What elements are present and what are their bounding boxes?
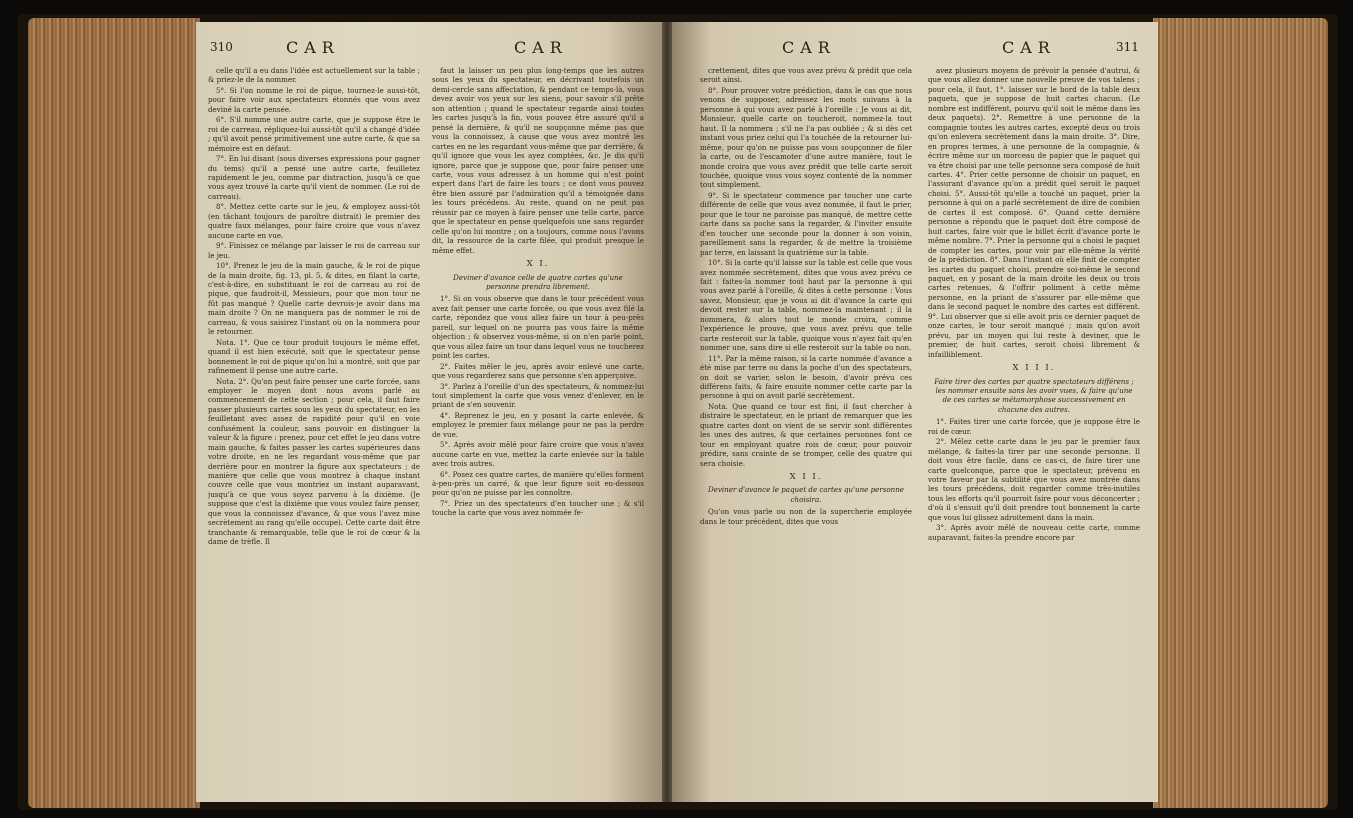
- running-head-right-2: CAR: [1002, 38, 1056, 57]
- paragraph: 6°. Posez ces quatre cartes, de manière qu'elles forment à-peu-près un carré, & que leur figure soit en-dessous pour qu'on ne puisse par les connoître.: [432, 469, 644, 498]
- paragraph: 2°. Faites mêler le jeu, après avoir enlevé une carte, que vous regarderez sans que personne s'en apperçoive.: [432, 361, 644, 381]
- paragraph: 6°. S'il nomme une autre carte, que je suppose être le roi de carreau, répliquez-lui aussi-tôt qu'il a changé d'idée ; qu'il avoit pensé primitivement une autre carte, & que sa mémoire est en défaut.: [208, 115, 420, 153]
- section-subtitle-xii: Deviner d'avance le paquet de cartes qu'une personne choisira.: [708, 485, 904, 504]
- paragraph: Nota. 2°. Qu'on peut faire penser une carte forcée, sans employer le moyen dont nous avons parlé au commencement de cette section ; pour cela, il faut faire passer plusieurs cartes sous les yeux du spectateur, en les feuilletant avec assez de rapidité pour qu'il en voie confusément la couleur, sans pouvoir en distinguer la valeur & la figure : prenez, pour cet effet le jeu dans votre main gauche, & faites passer les cartes supérieures dans votre droite, en ne les regardant vous-même que par derrière pour en montrer la figure aux spectateurs ; de manière que celle que vous montrez à chaque instant couvre celle que vous montriez un instant auparavant, jusqu'à ce que vous soyez parvenu à la dixième. (Je suppose que c'est la dixième que vous voulez faire penser, que vous la connoissez d'avance, & que vous l'avez mise secrètement au rang qu'elle occupe). Cette carte doit être tranchante & remarquable, telle que le roi de cœur & la dame de trèfle. Il: [208, 376, 420, 547]
- section-heading-xi: X I.: [526, 259, 550, 270]
- paragraph: 5°. Après avoir mêlé pour faire croire que vous n'avez aucune carte en vue, mettez la carte enlevée sur la table avec trois autres.: [432, 440, 644, 469]
- paragraph: 2°. Mêlez cette carte dans le jeu par le premier faux mélange, & faites-la tirer par une seconde personne. Il doit vous être facile, dans ce cas-ci, de faire tirer une carte quelconque, parce que le spectateur, prévenu en votre faveur par la subtilité que vous avez montrée dans les tours précédens, doit regarder comme très-inutiles tous les efforts qu'il pourroit faire pour vous déconcerter ; d'où il s'ensuit qu'il doit prendre tout bonnement la carte que vous lui glissez adroitement dans la main.: [928, 437, 1140, 522]
- paragraph: 10°. Prenez le jeu de la main gauche, & le roi de pique de la main droite, fig. 13, pl. 5, & dites, en filant la carte, c'est-à-dire, en substituant le roi de carreau au roi de pique, que faudroit-il, Messieurs, pour que mon tour ne fût pas manqué ? Quelle carte devrois-je avoir dans ma main droite ? On ne manquera pas de nommer le roi de carreau, & vous saisirez l'instant où on la nommera pour le retourner.: [208, 261, 420, 337]
- paragraph: celle qu'il a eu dans l'idée est actuellement sur la table ; & priez-le de la nommer.: [208, 66, 420, 85]
- paragraph: 9°. Finissez ce mélange par laisser le roi de carreau sur le jeu.: [208, 241, 420, 260]
- right-page: [672, 22, 1158, 802]
- page-edges-right: [1153, 18, 1328, 808]
- section-heading-xii: X I I.: [789, 472, 823, 483]
- paragraph: 1°. Si on vous observe que dans le tour précédent vous avez fait penser une carte forcée, ou que vous avez filé la carte, répondez que vous allez faire un tour à peu-près pareil, sur lequel on ne pourra pas vous faire la même objection ; & observez vous-même, si on n'en parle point, que vous allez faire un tour dans lequel vous ne toucherez point les cartes.: [432, 294, 644, 361]
- paragraph: 7°. En lui disant (sous diverses expressions pour gagner du tems) qu'il a pensé une autre carte, feuilletez rapidement le jeu, comme par distraction, jusqu'à ce que vous ayez trouvé la carte qu'il vient de nommer. (Le roi de carreau).: [208, 154, 420, 201]
- paragraph: 10°. Si la carte qu'il laisse sur la table est celle que vous avez nommée secrètement, dites que vous avez prévu ce fait : faites-la nommer tout haut par la personne à qui vous avez parlé à l'oreille, & dites à cette personne : Vous savez, Monsieur, que je vous ai dit d'avance la carte qui devoit rester sur la table, nommez-la maintenant ; il la nommera, & alors tout le monde croira, comme l'expérience le prouve, que vous avez prévu que telle carte resteroit sur la table, quoique vous n'ayez fait qu'en nommer une, sans dire si elle resteroit sur la table ou non.: [700, 258, 912, 353]
- running-head-left-1: CAR: [286, 38, 340, 57]
- paragraph: 1°. Faites tirer une carte forcée, que je suppose être le roi de cœur.: [928, 417, 1140, 436]
- paragraph: 8°. Mettez cette carte sur le jeu, & employez aussi-tôt (en tâchant toujours de paroître distrait) le premier des quatre faux mélanges, pour faire croire que vous n'avez aucune carte en vue.: [208, 202, 420, 240]
- paragraph: Nota. Que quand ce tour est fini, il faut chercher à distraire le spectateur, en le priant de remarquer que les quatre cartes dont on vient de se servir sont différentes les unes des autres, & que certaines personnes font ce tour en employant quatre rois de cœur, pour pouvoir prédire, sans crainte de se tromper, celle des quatre qui sera choisie.: [700, 401, 912, 468]
- section-subtitle-xiii: Faire tirer des cartes par quatre spectateurs différens ; les nommer ensuite sans les avoir vues, & faire qu'une de ces cartes se métamorphose successivement en chacune des autres.: [934, 376, 1134, 414]
- section-subtitle-xi: Deviner d'avance celle de quatre cartes qu'une personne prendra librement.: [453, 272, 623, 291]
- paragraph: Nota. 1°. Que ce tour produit toujours le même effet, quand il est bien exécuté, soit que le spectateur pense bonnement le roi de pique qu'on lui a montré, soit que par rafinement il pense une autre carte.: [208, 337, 420, 376]
- paragraph: avez plusieurs moyens de prévoir la pensée d'autrui, & que vous allez donner une nouvelle preuve de vos talens ; pour cela, il faut, 1°. laisser sur le bord de la table deux paquets, que je suppose de huit cartes chacun. (Le nombre est indifférent, pourvu qu'il soit le même dans les deux paquets). 2°. Remettre à une personne de la compagnie toutes les autres cartes, excepté deux ou trois qu'on enlevera secrètement dans la main droite. 3°. Dire, en propres termes, à une personne de la compagnie, & écrire même sur un morceau de papier que le paquet qui va être choisi par une telle personne sera composé de huit cartes. 4°. Prier cette personne de choisir un paquet, en l'assurant d'avance qu'on a prédit quel seroit le paquet choisi. 5°. Aussi-tôt qu'elle a touché un paquet, prier la personne à qui on a parlé secrètement de dire de combien de cartes il est composé. 6°. Quand cette dernière personne a répondu que le paquet doit être composé de huit cartes, faire voir que le billet écrit d'avance porte le même nombre. 7°. Prier la personne qui a choisi le paquet de compter les cartes, pour voir par elle-même la vérité de la prédiction. 8°. Dans l'instant où elle finit de compter les cartes du paquet choisi, prendre soi-même le second paquet, en y posant de la main droite les deux ou trois cartes retenues, & l'offrir poliment à cette même personne, en la priant de s'assurer par elle-même que dans le second paquet le nombre des cartes est différent. 9°. Lui observer que si elle avoit pris ce dernier paquet de onze cartes, le tour seroit manqué ; mais qu'on avoit prévu, par un moyen qui lui reste à deviner, que le premier, de huit cartes, seroit choisi librement & infailliblement.: [928, 66, 1140, 359]
- running-head-left-2: CAR: [514, 38, 568, 57]
- paragraph: Qu'on vous parle ou non de la supercherie employée dans le tour précédent, dites que vous: [700, 507, 912, 526]
- paragraph: 11°. Par la même raison, si la carte nommée d'avance a été mise par terre ou dans la poche d'un des spectateurs, on doit se varier, selon le besoin, d'avoir prévu ces différens faits, & faire ensuite nommer cette carte par la personne à qui on avoit parlé secrètement.: [700, 353, 912, 401]
- page-number-right: 311: [1116, 40, 1139, 54]
- paragraph: crettement, dites que vous avez prévu & prédit que cela seroit ainsi.: [700, 66, 912, 85]
- paragraph: 3°. Après avoir mêlé de nouveau cette carte, comme auparavant, faites-la prendre encore par: [928, 523, 1140, 542]
- page-edges-left: [28, 18, 200, 808]
- left-page: [196, 22, 662, 802]
- left-column-2: [432, 66, 644, 786]
- paragraph: 7°. Priez un des spectateurs d'en toucher une ; & s'il touche la carte que vous avez nommée fe-: [432, 498, 644, 518]
- right-column-1: [700, 66, 912, 786]
- left-column-1: [208, 66, 420, 786]
- paragraph: 5°. Si l'on nomme le roi de pique, tournez-le aussi-tôt, pour faire voir aux spectateurs étonnés que vous avez deviné la carte pensée.: [208, 85, 420, 114]
- paragraph: 8°. Pour prouver votre prédiction, dans le cas que nous venons de supposer, adressez les mots suivans à la personne à qui vous avez parlé à l'oreille : Je vous ai dit, Monsieur, quelle carte on toucheroit, nommez-la tout haut. Il la nommera ; s'il ne l'a pas oubliée ; & si dès cet instant vous priez celui qui l'a touchée de la retourner lui-même, pour qu'on ne puisse pas vous soupçonner de filer la carte, ou de l'escamoter d'une autre manière, tout le monde croira que vous avez prédit que telle carte seroit touchée, quoique vous vous soyez contenté de la nommer tout simplement.: [700, 85, 912, 190]
- page-number-left: 310: [210, 40, 233, 54]
- paragraph: 9°. Si le spectateur commence par toucher une carte différente de celle que vous avez nommée, il faut le prier, pour que le tour ne paroisse pas manqué, de mettre cette carte dans sa poche sans la regarder, & l'inviter ensuite d'en toucher une seconde pour la donner à son voisin, pareillement sans la regarder, & de mettre la troisième par terre, en laissant la quatrième sur la table.: [700, 190, 912, 257]
- section-heading-xiii: X I I I.: [1012, 363, 1056, 374]
- paragraph: faut la laisser un peu plus long-temps que les autres sous les yeux du spectateur, en décrivant toutefois un demi-cercle sans affectation, & pendant ce temps-là, vous devez avoir vos yeux sur les siens, pour savoir s'il prête son attention ; quand le spectateur regarde ainsi toutes les cartes jusqu'à la fin, vous pouvez être assuré qu'il a pensé la dernière, & qu'il ne soupçonne même pas que vous la connoissez, à cause que vous avez montré les cartes en ne les regardant vous-même que par derrière, & qu'il ignore que vous les ayez comptées, &c. Je dis qu'il ignore, parce que je suppose que, pour faire penser une carte, vous vous adressez à un homme qui n'est point expert dans l'art de faire les tours ; ce dont vous pouvez être bien assuré par l'admiration qu'il a témoignée dans les tours précédens. Au reste, quand on ne peut pas réussir par ce moyen à faire penser une telle carte, parce que le spectateur en pense quelquefois une sans regarder celle qu'on lui montre ; on a toujours, comme nous l'avons dit, la ressource de la carte filée, qui produit presque le même effet.: [432, 66, 644, 255]
- right-column-2: [928, 66, 1140, 786]
- paragraph: 4°. Reprenez le jeu, en y posant la carte enlevée, & employez le premier faux mélange pour ne pas la perdre de vue.: [432, 410, 644, 439]
- running-head-right-1: CAR: [782, 38, 836, 57]
- paragraph: 3°. Parlez à l'oreille d'un des spectateurs, & nommez-lui tout simplement la carte que vous venez d'enlever, en le priant de s'en souvenir.: [432, 381, 644, 410]
